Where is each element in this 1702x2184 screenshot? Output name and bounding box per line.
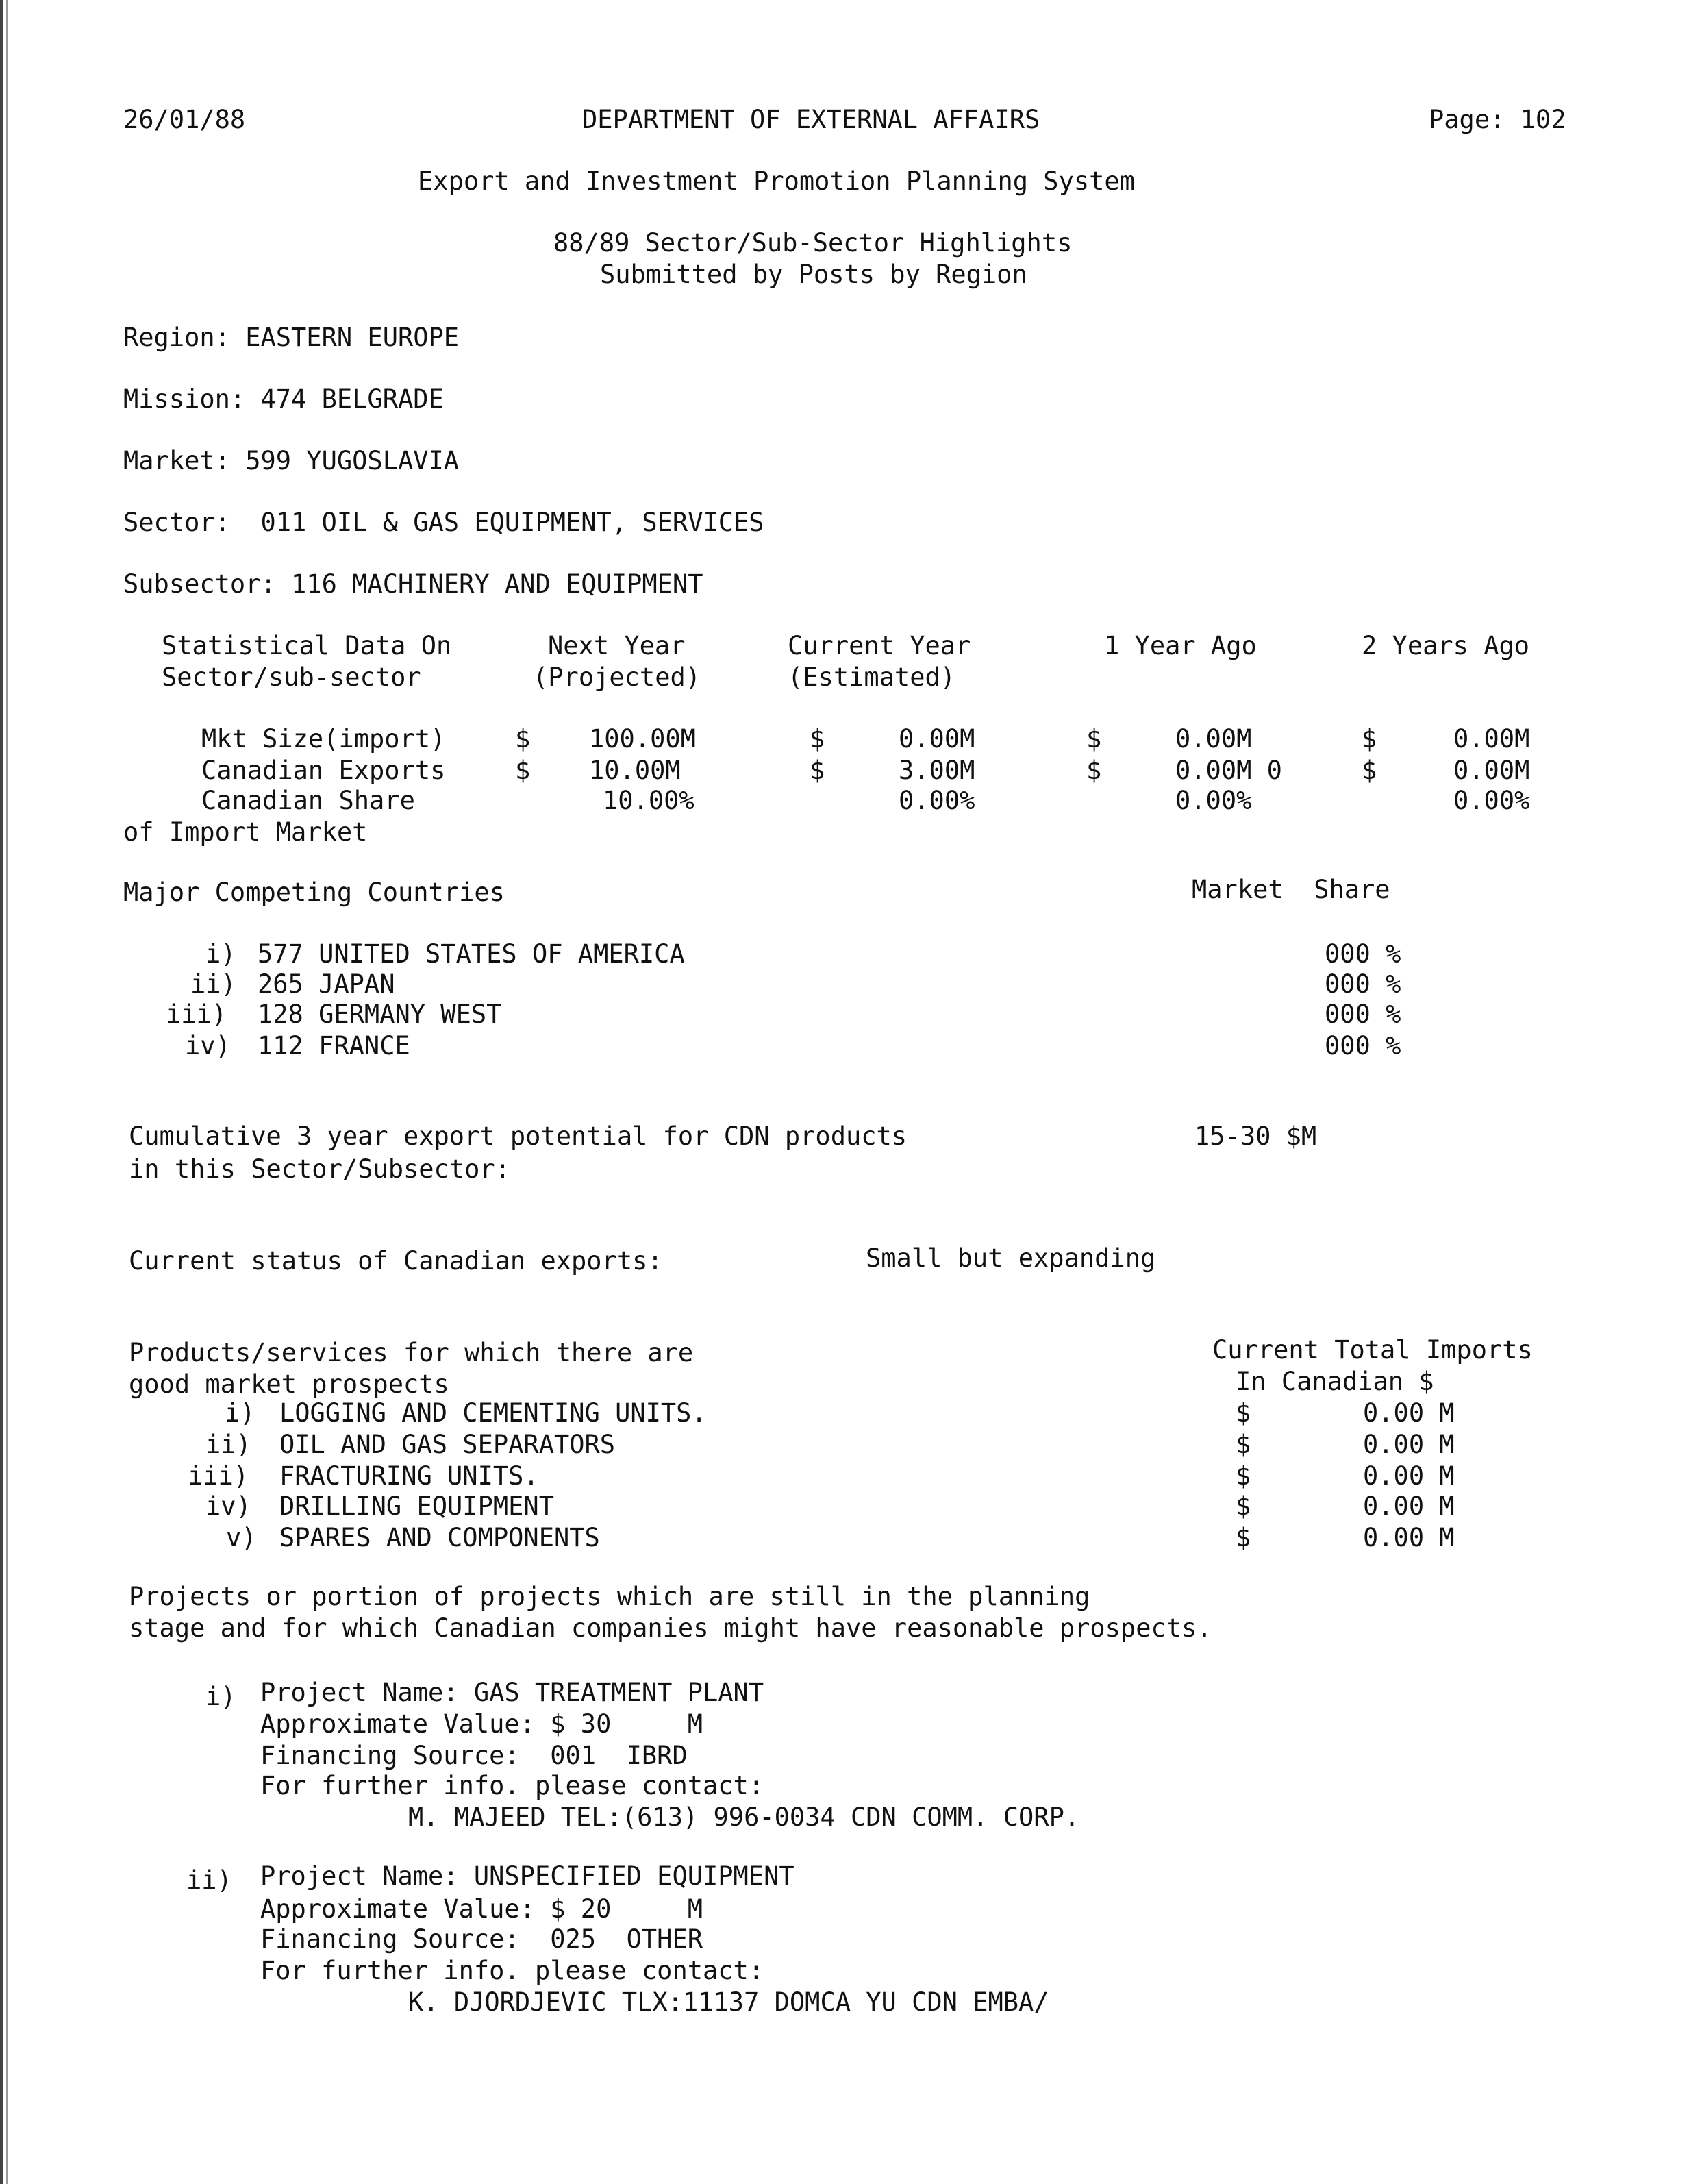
products-line-1: Products/services for which there are (129, 1338, 694, 1367)
list-number: i) (225, 1398, 255, 1428)
row-currency: $ (515, 724, 531, 754)
project-contact: M. MAJEED TEL:(613) 996-0034 CDN COMM. CORP. (408, 1802, 1080, 1832)
project-name: Project Name: UNSPECIFIED EQUIPMENT (260, 1861, 794, 1891)
product-currency: $ (1236, 1523, 1251, 1552)
cell-value: 0.00% (1453, 786, 1530, 815)
cell-currency: $ (810, 724, 825, 754)
cell-currency: $ (1362, 724, 1377, 754)
project-name: Project Name: GAS TREATMENT PLANT (260, 1678, 764, 1707)
left-margin-line-secondary (6, 0, 8, 2184)
cell-currency: $ (1362, 756, 1377, 785)
project-contact: K. DJORDJEVIC TLX:11137 DOMCA YU CDN EMBA/ (408, 1987, 1049, 2017)
project-financing: Financing Source: 025 OTHER (260, 1924, 703, 1954)
cell-value: 0.00% (899, 786, 975, 815)
cell-value: 0.00% (1175, 786, 1252, 815)
competitor-share: 000 % (1325, 969, 1401, 999)
list-number: ii) (205, 1430, 251, 1459)
cell-value: 0.00M (1453, 724, 1530, 754)
cell-currency: $ (1086, 724, 1102, 754)
imports-heading-1: Current Total Imports (1212, 1335, 1533, 1365)
cell-value: 10.00% (603, 786, 694, 815)
product-name: LOGGING AND CEMENTING UNITS. (279, 1398, 707, 1428)
competitor-share: 000 % (1325, 939, 1401, 969)
products-line-2: good market prospects (129, 1369, 449, 1399)
sector-line: Sector: 011 OIL & GAS EQUIPMENT, SERVICES (123, 508, 764, 537)
project-value: Approximate Value: $ 20 M (260, 1894, 703, 1924)
list-number: i) (205, 939, 236, 969)
page-number: Page: 102 (1429, 105, 1566, 134)
market-share-heading: Market Share (1192, 875, 1390, 904)
col-next-year-sub: (Projected) (533, 662, 701, 692)
list-number: ii) (186, 1865, 232, 1895)
list-number: iv) (205, 1491, 251, 1521)
market-line: Market: 599 YUGOSLAVIA (123, 446, 460, 475)
list-number: iii) (188, 1461, 249, 1491)
product-name: SPARES AND COMPONENTS (279, 1523, 600, 1552)
competitor-name: 112 FRANCE (258, 1031, 410, 1060)
system-title: Export and Investment Promotion Planning System (418, 166, 1135, 196)
imports-heading-2: In Canadian $ (1236, 1367, 1434, 1396)
row-label: Canadian Exports (201, 756, 446, 785)
product-currency: $ (1236, 1398, 1251, 1428)
competitor-name: 577 UNITED STATES OF AMERICA (258, 939, 685, 969)
product-name: FRACTURING UNITS. (279, 1461, 539, 1491)
projects-line-2: stage and for which Canadian companies might have reasonable prospects. (129, 1613, 1212, 1643)
col-current-year: Current Year (788, 631, 971, 660)
list-number: v) (226, 1523, 257, 1552)
mission-line: Mission: 474 BELGRADE (123, 384, 444, 414)
list-number: iv) (185, 1031, 231, 1060)
cell-value: 0.00M 0 (1175, 756, 1282, 785)
potential-line-2: in this Sector/Subsector: (129, 1154, 510, 1184)
cell-value: 100.00M (589, 724, 696, 754)
status-label: Current status of Canadian exports: (129, 1246, 663, 1276)
product-value: 0.00 M (1363, 1398, 1455, 1428)
product-value: 0.00 M (1363, 1430, 1455, 1459)
stats-heading-2: Sector/sub-sector (162, 662, 421, 692)
product-value: 0.00 M (1363, 1523, 1455, 1552)
product-name: DRILLING EQUIPMENT (279, 1491, 554, 1521)
col-next-year: Next Year (548, 631, 686, 660)
project-value: Approximate Value: $ 30 M (260, 1709, 703, 1739)
project-financing: Financing Source: 001 IBRD (260, 1741, 688, 1770)
cell-value: 10.00M (589, 756, 681, 785)
product-value: 0.00 M (1363, 1461, 1455, 1491)
row-currency: $ (515, 756, 531, 785)
projects-line-1: Projects or portion of projects which are still in the planning (129, 1582, 1090, 1611)
product-currency: $ (1236, 1491, 1251, 1521)
cell-value: 0.00M (1175, 724, 1252, 754)
project-contact-label: For further info. please contact: (260, 1956, 764, 1985)
project-contact-label: For further info. please contact: (260, 1771, 764, 1800)
competitor-name: 128 GERMANY WEST (258, 1000, 502, 1029)
subsector-line: Subsector: 116 MACHINERY AND EQUIPMENT (123, 569, 703, 599)
potential-line-1: Cumulative 3 year export potential for CDN products (129, 1121, 908, 1151)
report-date: 26/01/88 (123, 105, 246, 134)
col-1-year-ago: 1 Year Ago (1104, 631, 1257, 660)
cell-value: 0.00M (1453, 756, 1530, 785)
cell-value: 3.00M (899, 756, 975, 785)
row-label: Mkt Size(import) (201, 724, 446, 754)
share-suffix: of Import Market (123, 817, 368, 847)
product-currency: $ (1236, 1461, 1251, 1491)
department-title: DEPARTMENT OF EXTERNAL AFFAIRS (582, 105, 1040, 134)
list-number: ii) (190, 969, 236, 999)
stats-heading-1: Statistical Data On (162, 631, 452, 660)
list-number: iii) (166, 1000, 227, 1029)
col-current-year-sub: (Estimated) (788, 662, 956, 692)
product-name: OIL AND GAS SEPARATORS (279, 1430, 616, 1459)
left-margin-line (0, 0, 3, 2184)
cell-value: 0.00M (899, 724, 975, 754)
competitor-name: 265 JAPAN (258, 969, 395, 999)
potential-value: 15-30 $M (1194, 1121, 1317, 1151)
list-number: i) (205, 1682, 236, 1711)
col-2-years-ago: 2 Years Ago (1362, 631, 1530, 660)
product-value: 0.00 M (1363, 1491, 1455, 1521)
competitors-heading: Major Competing Countries (123, 878, 505, 907)
product-currency: $ (1236, 1430, 1251, 1459)
report-title: 88/89 Sector/Sub-Sector Highlights (553, 228, 1073, 258)
report-subtitle: Submitted by Posts by Region (600, 260, 1027, 289)
status-value: Small but expanding (866, 1243, 1156, 1273)
competitor-share: 000 % (1325, 1031, 1401, 1060)
competitor-share: 000 % (1325, 1000, 1401, 1029)
cell-currency: $ (810, 756, 825, 785)
region-line: Region: EASTERN EUROPE (123, 323, 460, 352)
cell-currency: $ (1086, 756, 1102, 785)
row-label: Canadian Share (201, 786, 415, 815)
